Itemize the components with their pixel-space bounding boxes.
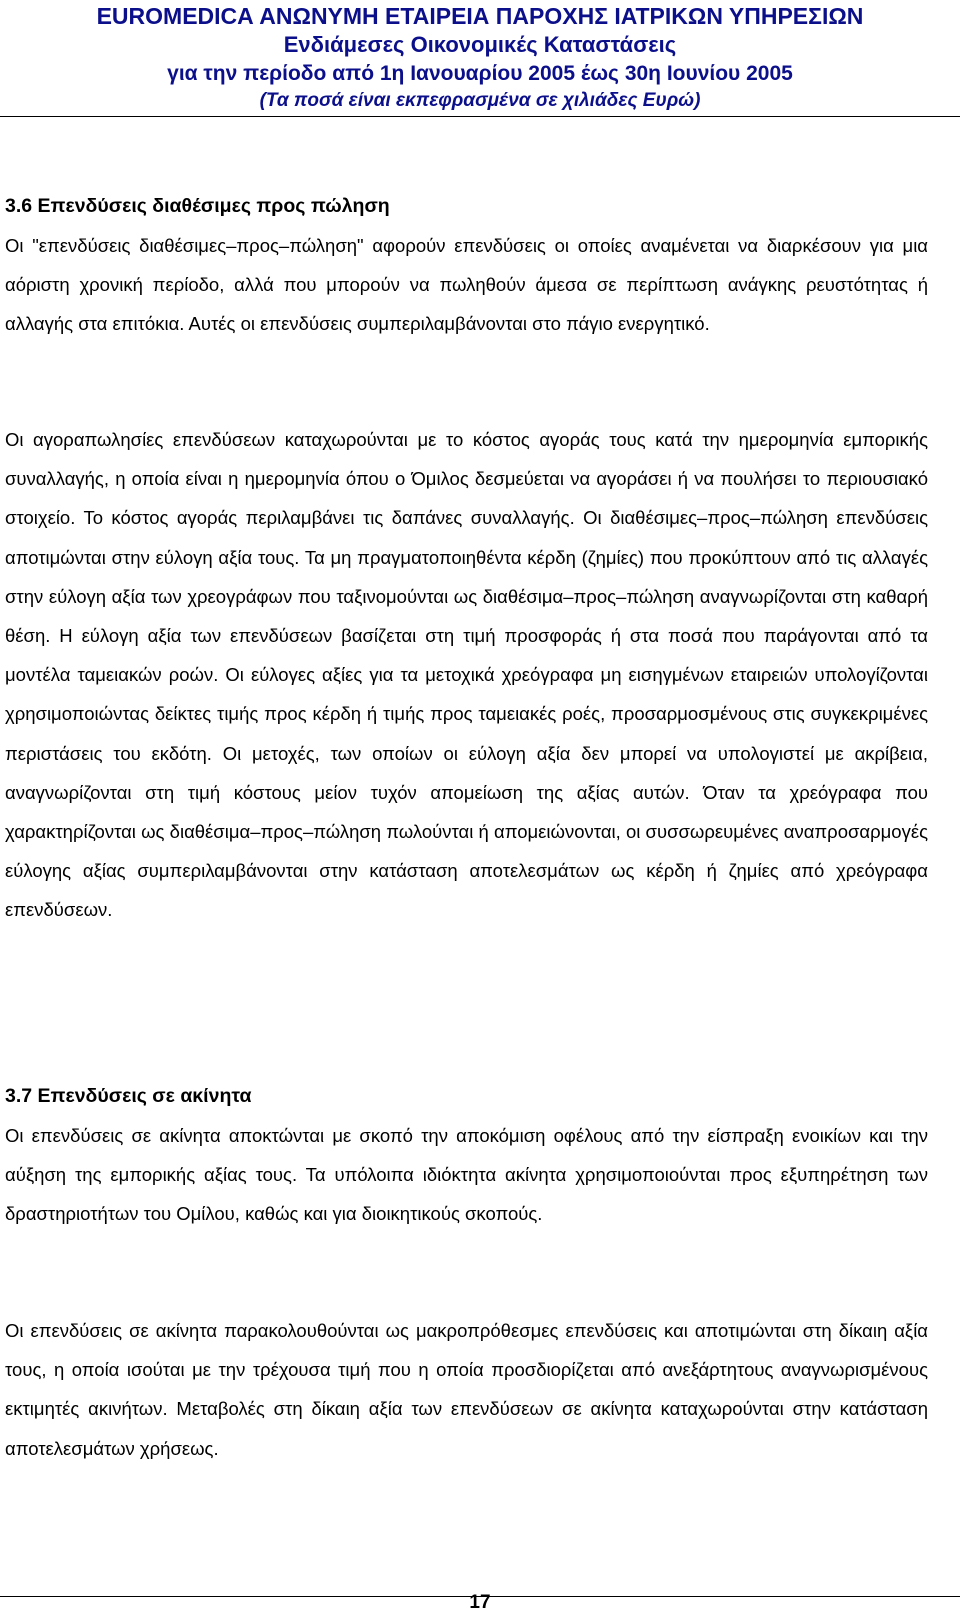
section-heading-3-7: 3.7 Επενδύσεις σε ακίνητα xyxy=(5,1085,252,1107)
section-3-7-paragraph-2: Οι επενδύσεις σε ακίνητα παρακολουθούνται ως μακροπρόθεσμες επενδύσεις και αποτιμώνται στη δίκαιη αξία τους, η οποία ισούται με την τρέχουσα τιμή που η οποία προσδιορίζεται από ανεξάρτητους αναγνωρισμένους εκτιμητές ακινήτων. Μεταβολές στη δίκαιη αξία των επενδύσεων σε ακίνητα καταχωρούνται στην κατάσταση αποτελεσμάτων χρήσεως. xyxy=(5,1320,928,1459)
units-note: (Τα ποσά είναι εκπεφρασμένα σε χιλιάδες Ευρώ) xyxy=(259,90,701,111)
section-heading-3-6: 3.6 Επενδύσεις διαθέσιμες προς πώληση xyxy=(5,195,390,217)
header-divider xyxy=(0,116,960,117)
document-header xyxy=(0,2,960,114)
page-number: 17 xyxy=(469,1592,491,1613)
reporting-period: για την περίοδο από 1η Ιανουαρίου 2005 έως 30η Ιουνίου 2005 xyxy=(167,62,793,85)
section-3-6-paragraph-2: Οι αγοραπωλησίες επενδύσεων καταχωρούνται με το κόστος αγοράς τους κατά την ημερομηνία εμπορικής συναλλαγής, η οποία είναι η ημερομηνία όπου ο Όμιλος δεσμεύεται να αγοράσει ή να πουλήσει το περιουσιακό στοιχείο. Το κόστος αγοράς περιλαμβάνει τις δαπάνες συναλλαγής. Οι διαθέσιμες–προς–πώληση επενδύσεις αποτιμώνται στην εύλογη αξία τους. Τα μη πραγματοποιηθέντα κέρδη (ζημίες) που προκύπτουν από τις αλλαγές στην εύλογη αξία των χρεογράφων που ταξινομούνται ως διαθέσιμα–προς–πώληση αναγνωρίζονται στη καθαρή θέση. Η εύλογη αξία των επενδύσεων βασίζεται στη τιμή προσφοράς ή στα ποσά που παράγονται από τα μοντέλα ταμειακών ροών. Οι εύλογες αξίες για τα μετοχικά χρεόγραφα μη εισηγμένων εταιρειών υπολογίζονται χρησιμοποιώντας δείκτες τιμής προς κέρδη ή τιμής προς ταμειακές ροές, προσαρμοσμένους στις συγκεκριμένες περιστάσεις του εκδότη. Οι μετοχές, των οποίων οι εύλογη αξία δεν μπορεί να υπολογιστεί με ακρίβεια, αναγνωρίζονται στη τιμή κόστους μείον τυχόν απομείωση της αξίας αυτών. Όταν τα χρεόγραφα που χαρακτηρίζονται ως διαθέσιμα–προς–πώληση πωλούνται ή απομειώνονται, οι συσσωρευμένες αναπροσαρμογές εύλογης αξίας συμπεριλαμβάνονται στην κατάσταση αποτελεσμάτων ως κέρδη ή ζημίες από χρεόγραφα επενδύσεων. xyxy=(5,429,928,921)
statement-title: Ενδιάμεσες Οικονομικές Καταστάσεις xyxy=(283,32,677,57)
section-3-6-paragraph-1: Οι "επενδύσεις διαθέσιμες–προς–πώληση" αφορούν επενδύσεις οι οποίες αναμένεται να διαρκέσουν για μια αόριστη χρονική περίοδο, αλλά που μπορούν να πωληθούν άμεσα σε περίπτωση ανάγκης ρευστότητας ή αλλαγής στα επιτόκια. Αυτές οι επενδύσεις συμπεριλαμβάνονται στο πάγιο ενεργητικό. xyxy=(5,235,928,335)
company-name: EUROMEDICA ΑΝΩΝΥΜΗ ΕΤΑΙΡΕΙΑ ΠΑΡΟΧΗΣ ΙΑΤΡΙΚΩΝ ΥΠΗΡΕΣΙΩΝ xyxy=(96,3,864,29)
section-3-7-paragraph-1: Οι επενδύσεις σε ακίνητα αποκτώνται με σκοπό την αποκόμιση οφέλους από την είσπραξη ενοικίων και την αύξηση της εμπορικής αξίας τους. Τα υπόλοιπα ιδιόκτητα ακίνητα χρησιμοποιούνται προς εξυπηρέτηση των δραστηριοτήτων του Ομίλου, καθώς και για διοικητικούς σκοπούς. xyxy=(5,1125,928,1225)
